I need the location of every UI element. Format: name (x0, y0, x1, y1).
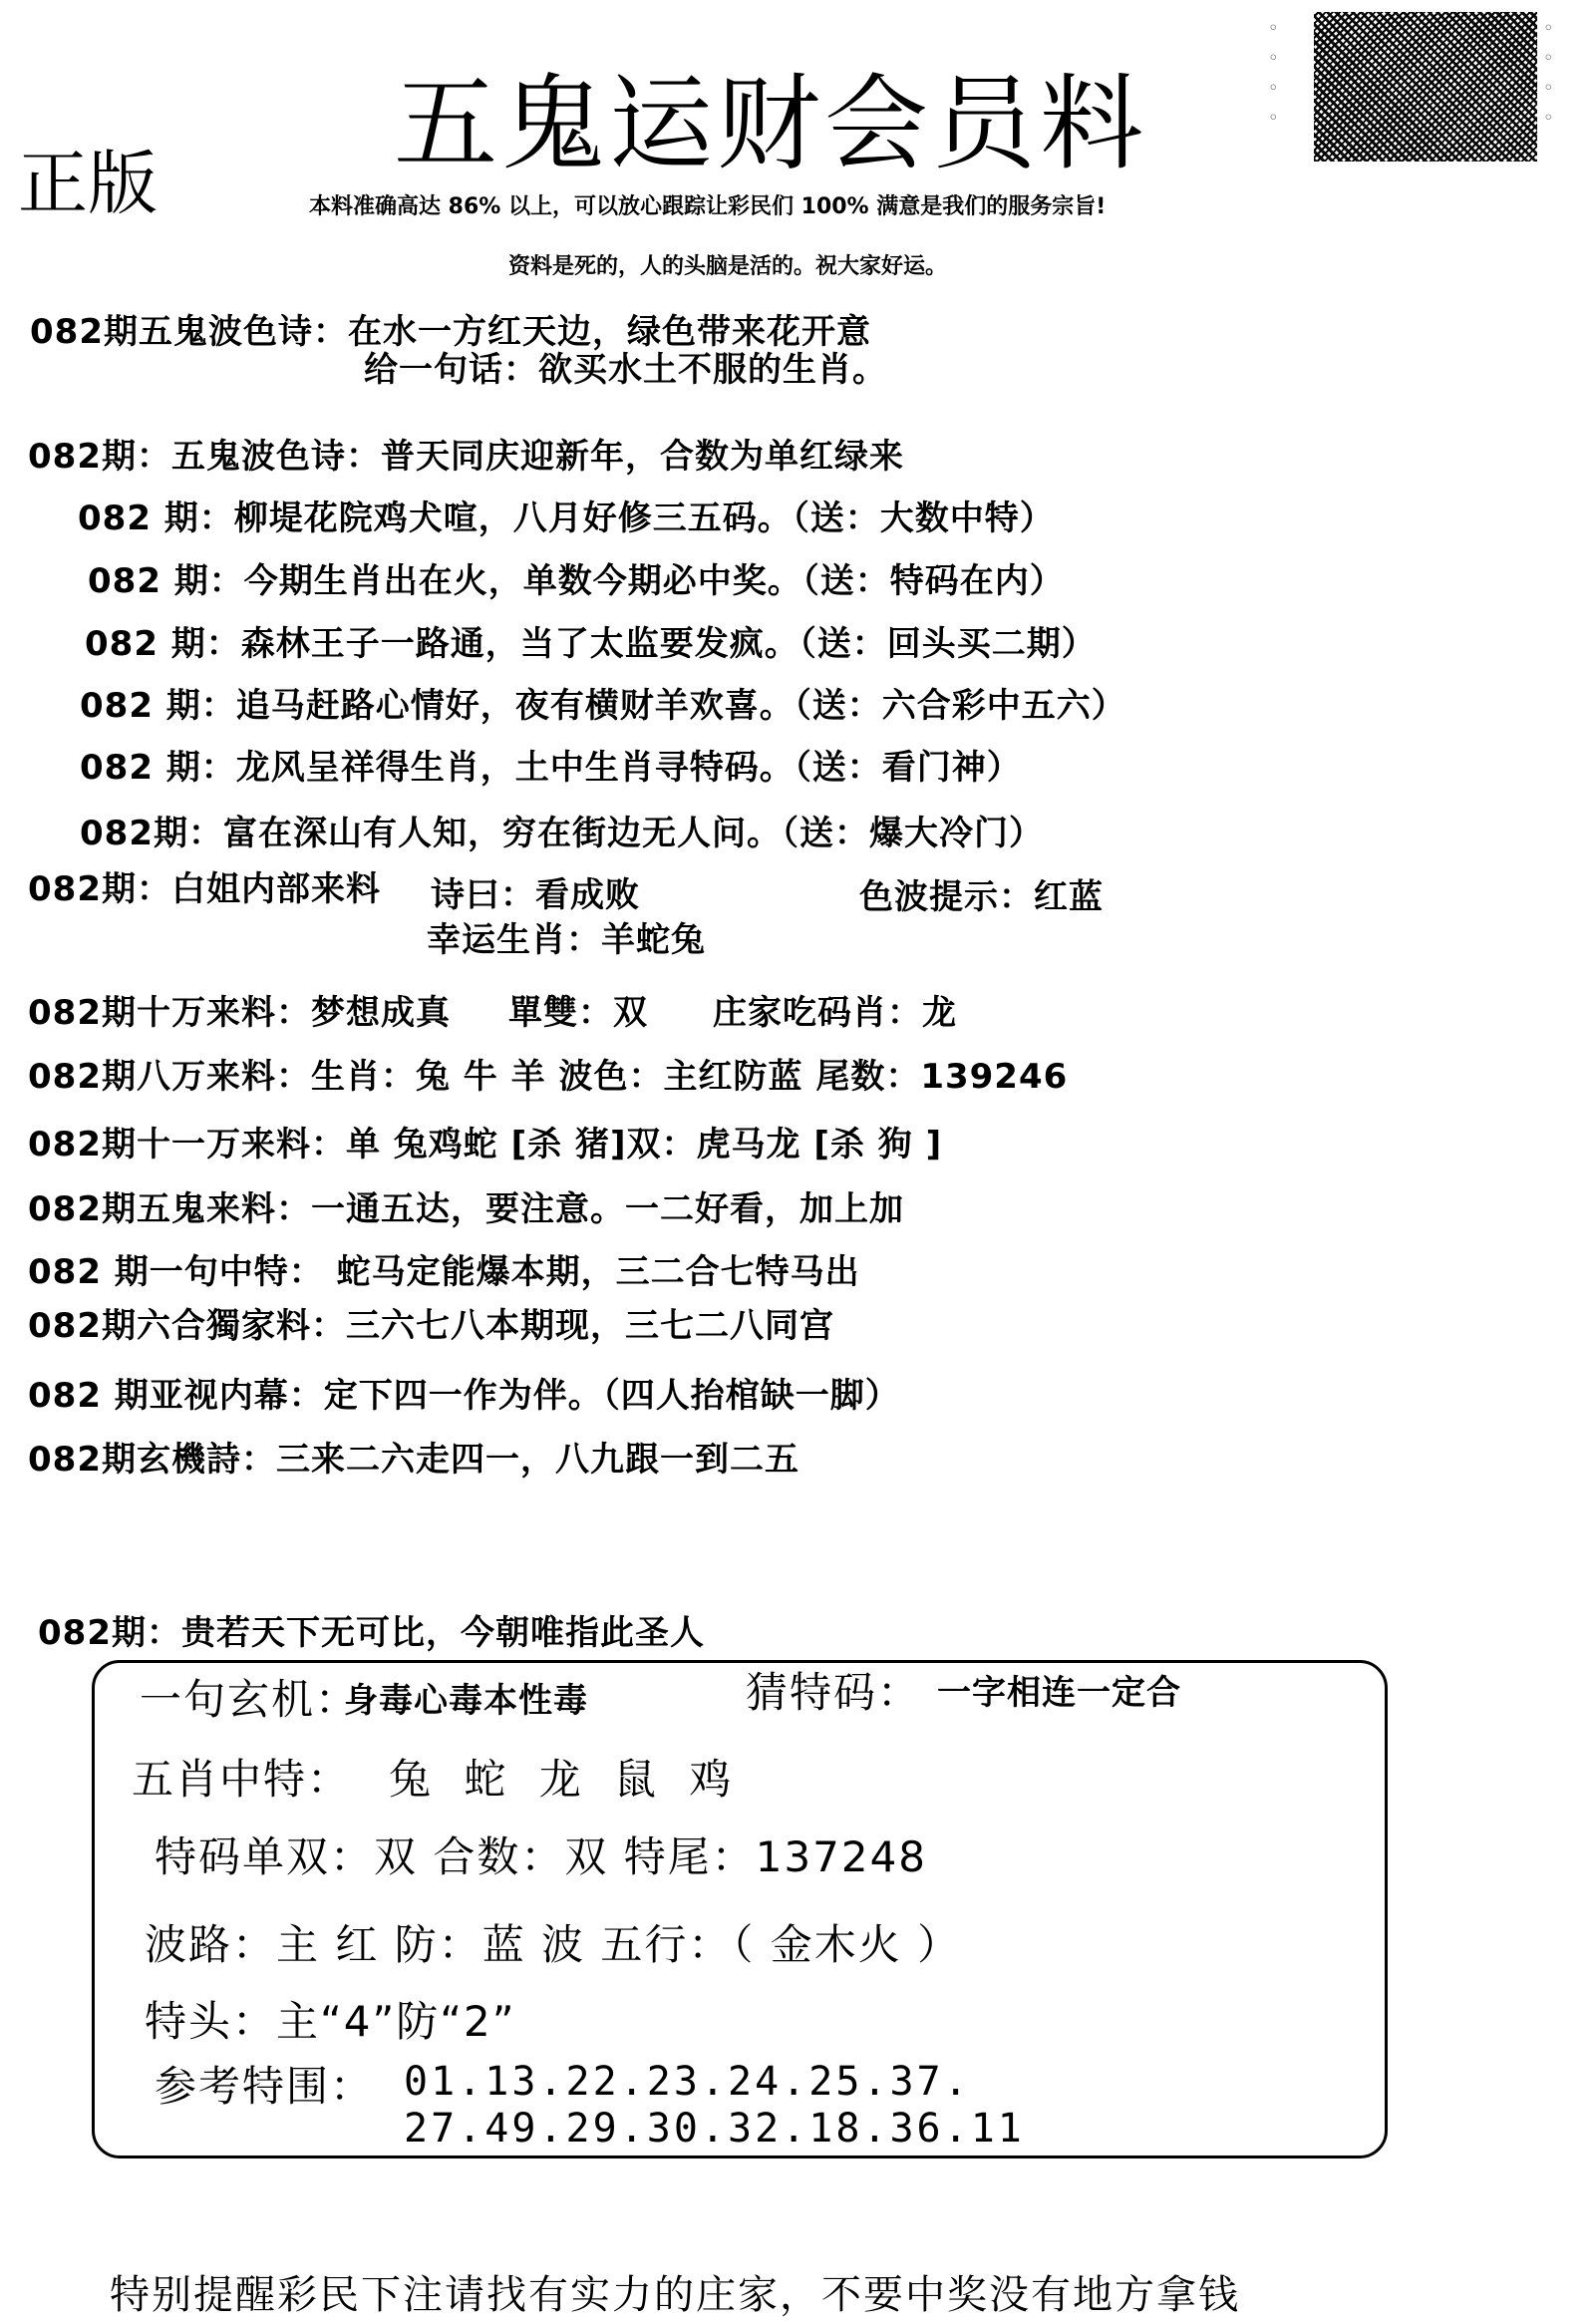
text-line: 082 期：森林王子一路通，当了太监要发疯。（送：回头买二期） (85, 624, 1097, 664)
text-line: 單雙：双 (508, 993, 648, 1033)
text-line: 082期十万来料：梦想成真 (28, 993, 451, 1033)
text-line: 082 期：今期生肖出在火，单数今期必中奖。（送：特码在内） (88, 561, 1065, 601)
text-line: 082期十一万来料：单 兔鸡蛇 [杀 猪]双：虎马龙 [杀 狗 ] (28, 1125, 943, 1164)
text-line: 幸运生肖：羊蛇兔 (427, 920, 706, 960)
subtitle-luck: 资料是死的，人的头脑是活的。祝大家好运。 (508, 254, 948, 279)
head-line: 特头：主“4”防“2” (145, 1997, 516, 2046)
text-line: 色波提示：红蓝 (859, 877, 1104, 917)
page-title: 五鬼运财会员料 (394, 63, 1148, 184)
text-line: 082期五鬼来料：一通五达，要注意。一二好看，加上加 (28, 1189, 904, 1229)
subtitle-accuracy: 本料准确高达 86% 以上，可以放心跟踪让彩民们 100% 满意是我们的服务宗旨! (309, 194, 1107, 219)
text-line: 082 期：追马赶路心情好，夜有横财羊欢喜。（送：六合彩中五六） (80, 686, 1126, 726)
text-line: 诗曰：看成败 (431, 875, 640, 915)
text-line: 082期五鬼波色诗：在水一方红天边，绿色带来花开意 (30, 312, 871, 352)
wave-line: 波路：主 红 防：蓝 波 五行：（ 金木火 ） (145, 1920, 962, 1969)
text-line: 082期：五鬼波色诗：普天同庆迎新年，合数为单红绿来 (28, 437, 904, 477)
text-line: 082 期：柳堤花院鸡犬喧，八月好修三五码。（送：大数中特） (78, 498, 1055, 538)
text-line: 082期：白姐内部来料 (28, 869, 381, 909)
reference-numbers-row2: 27.49.29.30.32.18.36.11 (404, 2106, 1025, 2152)
footer-reminder: 特别提醒彩民下注请找有实力的庄家，不要中奖没有地方拿钱 (110, 2272, 1240, 2318)
text-line: 082期：贵若天下无可比，今朝唯指此圣人 (38, 1613, 705, 1653)
text-line: 082 期亚视内幕：定下四一作为伴。（四人抬棺缺一脚） (28, 1376, 900, 1416)
qr-side-marks-right: ◦ ◦ ◦ ◦ (1543, 18, 1554, 129)
text-line: 给一句话：欲买水土不服的生肖。 (364, 350, 887, 390)
qr-code-icon (1314, 12, 1537, 162)
text-line: 082 期一句中特： 蛇马定能爆本期，三二合七特马出 (28, 1252, 860, 1292)
five-zodiac-value: 兔 蛇 龙 鼠 鸡 (389, 1755, 742, 1804)
text-line: 082 期：龙风呈祥得生肖，土中生肖寻特码。（送：看门神） (80, 748, 1022, 788)
authentic-badge: 正版 (18, 143, 158, 224)
riddle-value: 身毒心毒本性毒 (344, 1681, 588, 1721)
riddle-label: 一句玄机： (140, 1675, 360, 1724)
text-line: 082期八万来料：生肖：兔 牛 羊 波色：主红防蓝 尾数：139246 (28, 1057, 1069, 1097)
guess-label: 猜特码： (746, 1668, 922, 1717)
five-zodiac-label: 五肖中特： (132, 1755, 352, 1804)
text-line: 082期玄機詩：三来二六走四一，八九跟一到二五 (28, 1440, 799, 1480)
reference-label: 参考特围： (155, 2062, 375, 2111)
qr-side-marks-left: ◦ ◦ ◦ ◦ (1268, 18, 1279, 129)
reference-numbers-row1: 01.13.22.23.24.25.37. (404, 2059, 971, 2105)
text-line: 082期：富在深山有人知，穷在街边无人问。（送：爆大冷门） (80, 814, 1044, 853)
odd-even-line: 特码单双：双 合数：双 特尾：137248 (155, 1832, 928, 1881)
text-line: 082期六合獨家料：三六七八本期现，三七二八同宫 (28, 1306, 834, 1346)
text-line: 庄家吃码肖：龙 (713, 993, 957, 1033)
guess-value: 一字相连一定合 (937, 1673, 1181, 1713)
